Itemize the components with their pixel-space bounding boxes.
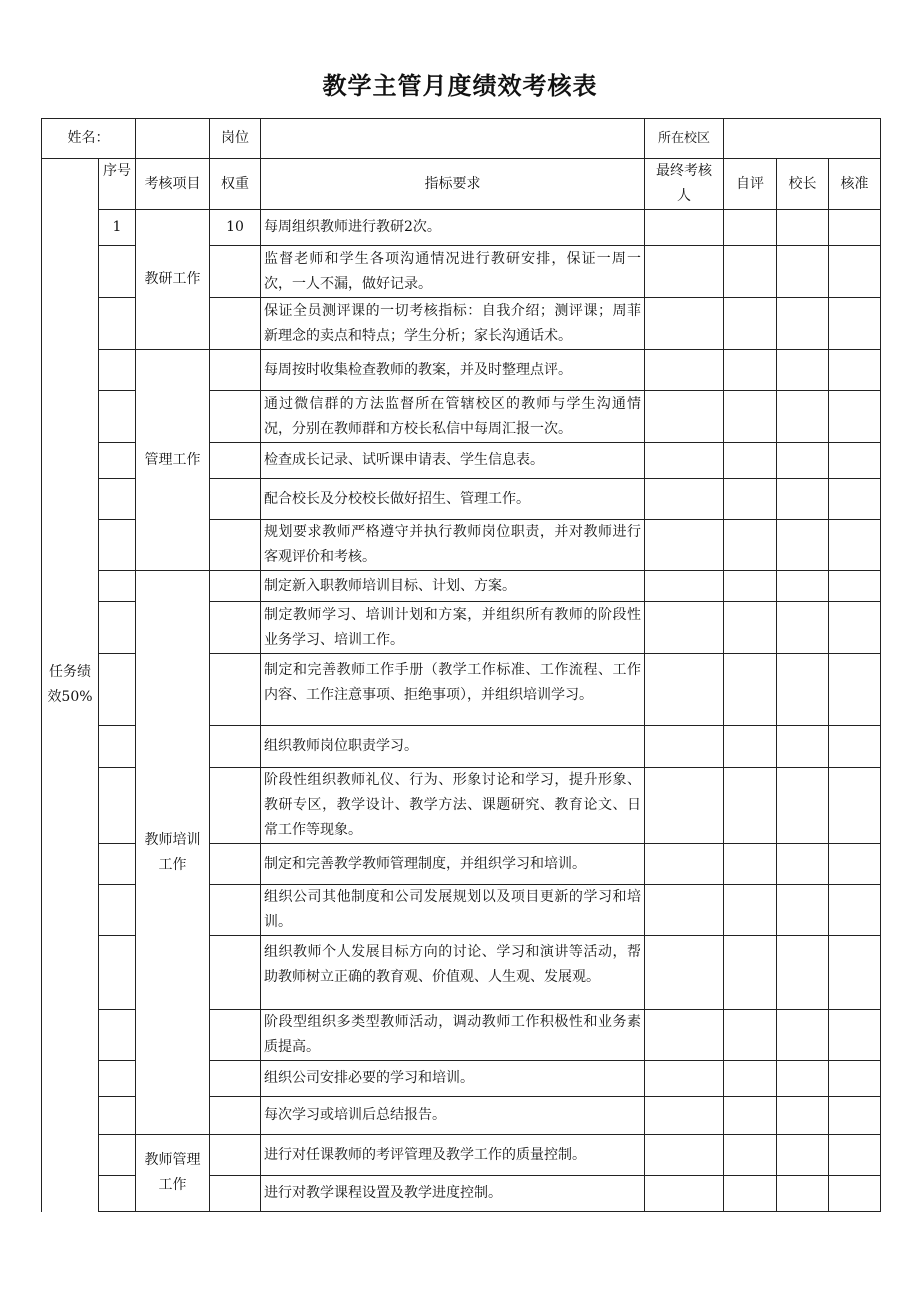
approval-cell[interactable] (829, 654, 881, 726)
requirement-cell: 制定新入职教师培训目标、计划、方案。 (261, 571, 645, 602)
final-reviewer-cell[interactable] (645, 479, 724, 520)
self-eval-cell[interactable] (724, 1061, 777, 1097)
weight-cell (210, 885, 261, 936)
requirement-cell: 每周组织教师进行教研2次。 (261, 210, 645, 246)
seq-cell (99, 1010, 136, 1061)
final-reviewer-cell[interactable] (645, 350, 724, 391)
self-eval-cell[interactable] (724, 246, 777, 298)
category-cell (42, 159, 99, 1212)
approval-cell[interactable] (829, 210, 881, 246)
principal-cell[interactable] (777, 210, 829, 246)
weight-cell (210, 1061, 261, 1097)
requirement-cell: 通过微信群的方法监督所在管辖校区的教师与学生沟通情况，分别在教师群和方校长私信中每周汇报一次。 (261, 391, 645, 443)
seq-cell (99, 350, 136, 391)
principal-cell[interactable] (777, 443, 829, 479)
principal-cell[interactable] (777, 298, 829, 350)
weight-cell (210, 298, 261, 350)
requirement-cell: 监督老师和学生各项沟通情况进行教研安排，保证一周一次，一人不漏，做好记录。 (261, 246, 645, 298)
approval-cell[interactable] (829, 726, 881, 768)
requirement-cell: 进行对任课教师的考评管理及教学工作的质量控制。 (261, 1135, 645, 1176)
weight-cell (210, 479, 261, 520)
requirement-cell: 每周按时收集检查教师的教案，并及时整理点评。 (261, 350, 645, 391)
requirement-cell: 进行对教学课程设置及教学进度控制。 (261, 1176, 645, 1212)
principal-cell[interactable] (777, 1176, 829, 1212)
seq-cell (99, 443, 136, 479)
col-final-reviewer: 最终考核人 (645, 159, 724, 210)
position-value-cell[interactable] (261, 119, 645, 159)
approval-cell[interactable] (829, 844, 881, 885)
category-label: 任务绩效50% (47, 664, 93, 706)
approval-cell[interactable] (829, 1135, 881, 1176)
principal-cell[interactable] (777, 885, 829, 936)
campus-label: 所在校区 (645, 119, 724, 159)
final-reviewer-cell[interactable] (645, 210, 724, 246)
approval-cell[interactable] (829, 602, 881, 654)
requirement-cell: 检查成长记录、试听课申请表、学生信息表。 (261, 443, 645, 479)
self-eval-cell[interactable] (724, 936, 777, 1010)
weight-cell (210, 1176, 261, 1212)
self-eval-cell[interactable] (724, 298, 777, 350)
seq-cell (99, 602, 136, 654)
final-reviewer-cell[interactable] (645, 443, 724, 479)
weight-cell (210, 1097, 261, 1135)
final-reviewer-cell[interactable] (645, 885, 724, 936)
approval-cell[interactable] (829, 571, 881, 602)
principal-cell[interactable] (777, 246, 829, 298)
final-reviewer-cell[interactable] (645, 936, 724, 1010)
weight-cell (210, 391, 261, 443)
self-eval-cell[interactable] (724, 654, 777, 726)
seq-cell (99, 391, 136, 443)
requirement-cell: 组织公司安排必要的学习和培训。 (261, 1061, 645, 1097)
seq-cell (99, 936, 136, 1010)
position-label: 岗位 (210, 119, 261, 159)
column-header-row (42, 159, 881, 210)
final-reviewer-cell[interactable] (645, 520, 724, 571)
final-reviewer-cell[interactable] (645, 844, 724, 885)
col-weight: 权重 (210, 159, 261, 210)
self-eval-cell[interactable] (724, 768, 777, 844)
requirement-cell: 规划要求教师严格遵守并执行教师岗位职责，并对教师进行客观评价和考核。 (261, 520, 645, 571)
final-reviewer-cell[interactable] (645, 768, 724, 844)
self-eval-cell[interactable] (724, 391, 777, 443)
name-label: 姓名： (42, 119, 136, 159)
approval-cell[interactable] (829, 246, 881, 298)
weight-cell (210, 768, 261, 844)
col-seq: 序号 (99, 159, 136, 210)
requirement-cell: 配合校长及分校校长做好招生、管理工作。 (261, 479, 645, 520)
approval-cell[interactable] (829, 479, 881, 520)
final-reviewer-cell[interactable] (645, 1135, 724, 1176)
approval-cell[interactable] (829, 936, 881, 1010)
self-eval-cell[interactable] (724, 443, 777, 479)
final-reviewer-cell[interactable] (645, 246, 724, 298)
group-training: 教师培训工作 (136, 571, 210, 1135)
self-eval-cell[interactable] (724, 520, 777, 571)
approval-cell[interactable] (829, 768, 881, 844)
principal-cell[interactable] (777, 479, 829, 520)
principal-cell[interactable] (777, 768, 829, 844)
final-reviewer-cell[interactable] (645, 1061, 724, 1097)
requirement-cell: 组织教师个人发展目标方向的讨论、学习和演讲等活动，帮助教师树立正确的教育观、价值观、人生观、发展观。 (261, 936, 645, 1010)
campus-value-cell[interactable] (724, 119, 881, 159)
col-item: 考核项目 (136, 159, 210, 210)
group-research: 教研工作 (136, 210, 210, 350)
requirement-cell: 保证全员测评课的一切考核指标：自我介绍；测评课；周菲新理念的卖点和特点；学生分析；家长沟通话术。 (261, 298, 645, 350)
weight-cell (210, 602, 261, 654)
self-eval-cell[interactable] (724, 1135, 777, 1176)
self-eval-cell[interactable] (724, 602, 777, 654)
info-row (42, 119, 881, 159)
table-row (42, 210, 881, 246)
principal-cell[interactable] (777, 1061, 829, 1097)
seq-cell (99, 520, 136, 571)
weight-cell (210, 246, 261, 298)
seq-cell (99, 726, 136, 768)
seq-cell (99, 1176, 136, 1212)
principal-cell[interactable] (777, 726, 829, 768)
principal-cell[interactable] (777, 571, 829, 602)
group-teacher-management: 教师管理工作 (136, 1135, 210, 1212)
self-eval-cell[interactable] (724, 726, 777, 768)
self-eval-cell[interactable] (724, 1176, 777, 1212)
table-row (42, 571, 881, 602)
final-reviewer-cell[interactable] (645, 654, 724, 726)
seq-cell: 1 (99, 210, 136, 246)
requirement-cell: 每次学习或培训后总结报告。 (261, 1097, 645, 1135)
approval-cell[interactable] (829, 1097, 881, 1135)
self-eval-cell[interactable] (724, 1097, 777, 1135)
table-row (42, 1135, 881, 1176)
weight-cell (210, 520, 261, 571)
requirement-cell: 制定和完善教师工作手册（教学工作标准、工作流程、工作内容、工作注意事项、拒绝事项），并组织培训学习。 (261, 654, 645, 726)
self-eval-cell[interactable] (724, 844, 777, 885)
principal-cell[interactable] (777, 350, 829, 391)
col-approval: 核准 (829, 159, 881, 210)
weight-cell (210, 1010, 261, 1061)
page-title: 教学主管月度绩效考核表 (322, 72, 598, 100)
principal-cell[interactable] (777, 391, 829, 443)
approval-cell[interactable] (829, 391, 881, 443)
final-reviewer-cell[interactable] (645, 1010, 724, 1061)
approval-cell[interactable] (829, 350, 881, 391)
approval-cell[interactable] (829, 1176, 881, 1212)
approval-cell[interactable] (829, 1010, 881, 1061)
weight-cell (210, 844, 261, 885)
principal-cell[interactable] (777, 602, 829, 654)
col-principal: 校长 (777, 159, 829, 210)
self-eval-cell[interactable] (724, 885, 777, 936)
group-management: 管理工作 (136, 350, 210, 571)
seq-cell (99, 844, 136, 885)
seq-cell (99, 1061, 136, 1097)
final-reviewer-cell[interactable] (645, 602, 724, 654)
approval-cell[interactable] (829, 443, 881, 479)
seq-cell (99, 298, 136, 350)
principal-cell[interactable] (777, 936, 829, 1010)
final-reviewer-cell[interactable] (645, 571, 724, 602)
approval-cell[interactable] (829, 1061, 881, 1097)
approval-cell[interactable] (829, 520, 881, 571)
self-eval-cell[interactable] (724, 350, 777, 391)
principal-cell[interactable] (777, 520, 829, 571)
approval-cell[interactable] (829, 298, 881, 350)
seq-cell (99, 571, 136, 602)
weight-cell (210, 1135, 261, 1176)
final-reviewer-cell[interactable] (645, 726, 724, 768)
seq-cell (99, 885, 136, 936)
requirement-cell: 组织公司其他制度和公司发展规划以及项目更新的学习和培训。 (261, 885, 645, 936)
self-eval-cell[interactable] (724, 210, 777, 246)
seq-cell (99, 768, 136, 844)
weight-cell (210, 936, 261, 1010)
principal-cell[interactable] (777, 1010, 829, 1061)
weight-cell (210, 571, 261, 602)
seq-cell (99, 1097, 136, 1135)
weight-cell (210, 443, 261, 479)
approval-cell[interactable] (829, 885, 881, 936)
name-value-cell[interactable] (136, 119, 210, 159)
final-reviewer-cell[interactable] (645, 1097, 724, 1135)
weight-cell (210, 350, 261, 391)
table-row (42, 350, 881, 391)
weight-cell: 10 (210, 210, 261, 246)
seq-cell (99, 479, 136, 520)
seq-cell (99, 654, 136, 726)
requirement-cell: 阶段型组织多类型教师活动，调动教师工作积极性和业务素质提高。 (261, 1010, 645, 1061)
seq-cell (99, 246, 136, 298)
col-self-eval: 自评 (724, 159, 777, 210)
weight-cell (210, 726, 261, 768)
col-requirement: 指标要求 (261, 159, 645, 210)
principal-cell[interactable] (777, 844, 829, 885)
seq-cell (99, 1135, 136, 1176)
final-reviewer-cell[interactable] (645, 298, 724, 350)
requirement-cell: 组织教师岗位职责学习。 (261, 726, 645, 768)
final-reviewer-cell[interactable] (645, 1176, 724, 1212)
self-eval-cell[interactable] (724, 479, 777, 520)
principal-cell[interactable] (777, 1097, 829, 1135)
principal-cell[interactable] (777, 654, 829, 726)
principal-cell[interactable] (777, 1135, 829, 1176)
self-eval-cell[interactable] (724, 1010, 777, 1061)
final-reviewer-cell[interactable] (645, 391, 724, 443)
requirement-cell: 制定教师学习、培训计划和方案，并组织所有教师的阶段性业务学习、培训工作。 (261, 602, 645, 654)
weight-cell (210, 654, 261, 726)
assessment-table (41, 118, 881, 1212)
requirement-cell: 制定和完善教学教师管理制度，并组织学习和培训。 (261, 844, 645, 885)
requirement-cell: 阶段性组织教师礼仪、行为、形象讨论和学习，提升形象、教研专区，教学设计、教学方法、课题研究、教育论文、日常工作等现象。 (261, 768, 645, 844)
self-eval-cell[interactable] (724, 571, 777, 602)
